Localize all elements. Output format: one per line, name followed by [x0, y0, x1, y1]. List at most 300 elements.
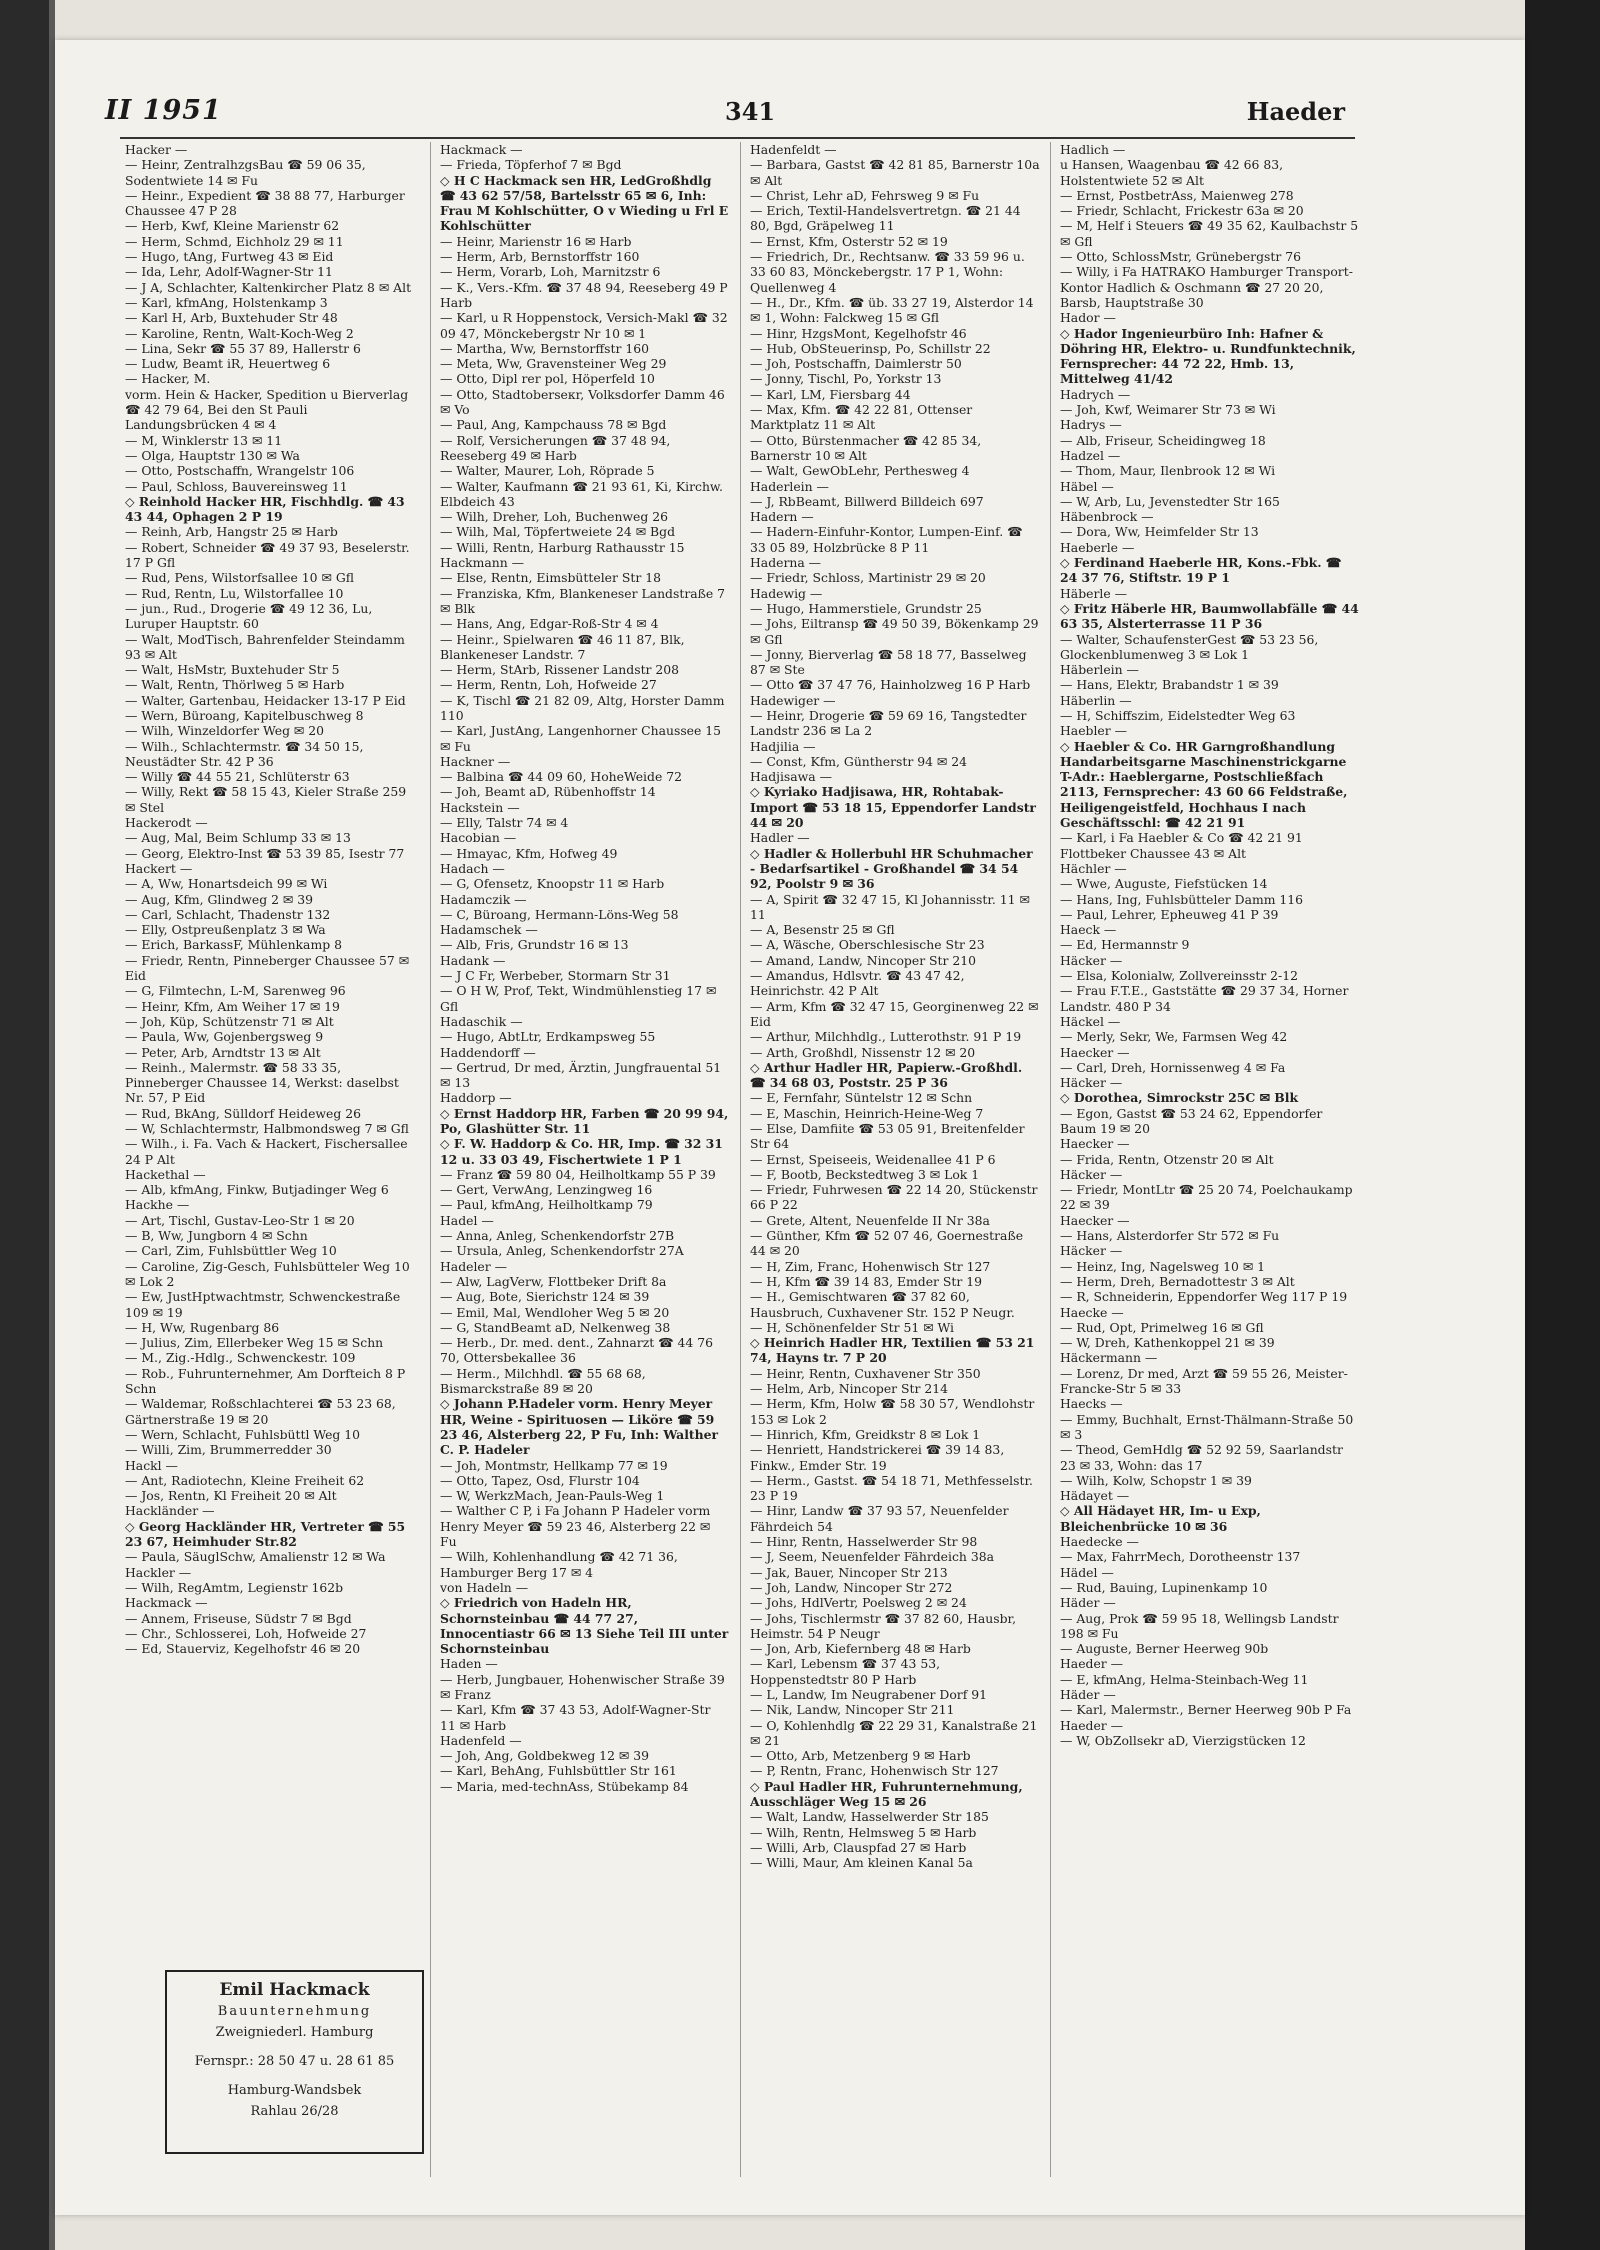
- directory-entry: ◇ Haebler & Co. HR Garngroßhandlung Handarbeitsgarne Maschinenstrickgarne T-Adr.: Haeblergarne, Postschließfach 2113, Fernsprecher: 43 60 66 Feldstraße, Heiligengeistfeld, Hochhaus I nach Geschäftsschl: ☎ 42 21 91: [1060, 738, 1348, 831]
- surname-heading: Hächler —: [1060, 860, 1127, 876]
- directory-entry: — Joh, Kwf, Weimarer Str 73 ✉ Wi: [1060, 402, 1276, 418]
- directory-entry: ◇ Hador Ingenieurbüro Inh: Hafner & Döhring HR, Elektro- u. Rundfunktechnik, Fernsprecher: 44 72 22, Hmb. 13, Mittelweg 41/42: [1060, 325, 1356, 387]
- directory-entry: — W, Dreh, Kathenkoppel 21 ✉ 39: [1060, 1335, 1275, 1351]
- directory-entry: — G, StandBeamt aD, Nelkenweg 38: [440, 1319, 671, 1335]
- directory-entry: — H., Dr., Kfm. ☎ üb. 33 27 19, Alsterdor 14 ✉ 1, Wohn: Falckweg 15 ✉ Gfl: [750, 294, 1034, 326]
- directory-entry: — G, Ofensetz, Knoopstr 11 ✉ Harb: [440, 876, 665, 892]
- surname-heading: Hackländer —: [125, 1503, 215, 1519]
- directory-entry: — Joh, Landw, Nincoper Str 272: [750, 1579, 953, 1595]
- directory-entry: ◇ Georg Hackländer HR, Vertreter ☎ 55 23 67, Heimhuder Str.82: [125, 1518, 406, 1550]
- directory-entry: — Alb, Fris, Grundstr 16 ✉ 13: [440, 937, 629, 953]
- scan-edge-right: [1525, 0, 1600, 2250]
- directory-entry: — Joh, Beamt aD, Rübenhoffstr 14: [440, 784, 656, 800]
- directory-entry: — Karl, u R Hoppenstock, Versich-Makl ☎ 32 09 47, Mönckebergstr Nr 10 ✉ 1: [440, 310, 728, 341]
- directory-entry: u Hansen, Waagenbau ☎ 42 66 83, Holstentwiete 52 ✉ Alt: [1060, 157, 1284, 188]
- directory-entry: — Emil, Mal, Wendloher Weg 5 ✉ 20: [440, 1304, 670, 1320]
- directory-entry: — Herm, Schmd, Eichholz 29 ✉ 11: [125, 233, 344, 249]
- surname-heading: Hädayet —: [1060, 1488, 1130, 1504]
- directory-entry: — Rud, BkAng, Sülldorf Heideweg 26: [125, 1105, 361, 1121]
- directory-entry: ◇ Kyriako Hadjisawa, HR, Rohtabak-Import ☎ 53 18 15, Eppendorfer Landstr 44 ✉ 20: [750, 784, 1036, 831]
- directory-entry: — Grete, Altent, Neuenfelde II Nr 38a: [750, 1212, 990, 1228]
- directory-entry: ◇ Reinhold Hacker HR, Fischhdlg. ☎ 43 43 44, Ophagen 2 P 19: [125, 493, 405, 525]
- directory-entry: ◇ Heinrich Hadler HR, Textilien ☎ 53 21 74, Hayns tr. 7 P 20: [750, 1335, 1035, 1366]
- directory-entry: — Heinr, Drogerie ☎ 59 69 16, Tangstedter Landstr 236 ✉ La 2: [750, 707, 1027, 739]
- directory-entry: — Gertrud, Dr med, Ärztin, Jungfrauental 51 ✉ 13: [440, 1059, 722, 1091]
- directory-entry: — Jonny, Bierverlag ☎ 58 18 77, Basselweg 87 ✉ Ste: [750, 646, 1027, 678]
- directory-entry: — Willy, i Fa HATRAKO Hamburger Transport-Kontor Hadlich & Oschmann ☎ 27 20 20, Barsb, Hauptstraße 30: [1060, 264, 1353, 310]
- directory-entry: — Heinr, Marienstr 16 ✉ Harb: [440, 233, 632, 249]
- directory-entry: — C, Büroang, Hermann-Löns-Weg 58: [440, 906, 679, 922]
- directory-entry: — Rud, Pens, Wilstorfsallee 10 ✉ Gfl: [125, 570, 354, 586]
- directory-entry: — Nik, Landw, Nincoper Str 211: [750, 1702, 955, 1718]
- directory-entry: ◇ Ernst Haddorp HR, Farben ☎ 20 99 94, Po, Glashütter Str. 11: [440, 1105, 729, 1136]
- directory-entry: — A, Besenstr 25 ✉ Gfl: [750, 922, 895, 938]
- directory-entry: — K, Tischl ☎ 21 82 09, Altg, Horster Damm 110: [440, 692, 725, 723]
- directory-entry: — G, Filmtechn, L-M, Sarenweg 96: [125, 983, 346, 999]
- surname-heading: Hackmack —: [440, 142, 523, 157]
- directory-entry: — Reinh, Arb, Hangstr 25 ✉ Harb: [125, 524, 338, 540]
- header-rule: [120, 137, 1355, 139]
- directory-entry: — Otto, Arb, Metzenberg 9 ✉ Harb: [750, 1748, 971, 1764]
- page-volume-year: II 1951: [105, 95, 222, 126]
- directory-entry: — Frau F.T.E., Gaststätte ☎ 29 37 34, Horner Landstr. 480 P 34: [1060, 983, 1349, 1014]
- directory-entry: — Max, FahrrMech, Dorotheenstr 137: [1060, 1549, 1301, 1565]
- directory-entry: — Jos, Rentn, Kl Freiheit 20 ✉ Alt: [125, 1488, 337, 1504]
- directory-entry: — Annem, Friseuse, Südstr 7 ✉ Bgd: [125, 1610, 352, 1626]
- directory-entry: — Herm, Arb, Bernstorffstr 160: [440, 249, 640, 265]
- surname-heading: Hadrych —: [1060, 386, 1131, 402]
- directory-entry: — Johs, Eiltransp ☎ 49 50 39, Bökenkamp 29 ✉ Gfl: [750, 616, 1039, 647]
- directory-entry: — Julius, Zim, Ellerbeker Weg 15 ✉ Schn: [125, 1335, 384, 1351]
- directory-entry: — Helm, Arb, Nincoper Str 214: [750, 1381, 949, 1397]
- directory-entry: — Walt, ModTisch, Bahrenfelder Steindamm 93 ✉ Alt: [125, 631, 405, 662]
- directory-entry: — Otto, SchlossMstr, Grünebergstr 76: [1060, 249, 1301, 265]
- surname-heading: Haecks —: [1060, 1396, 1123, 1412]
- directory-entry: — W, ObZollsekr aD, Vierzigstücken 12: [1060, 1732, 1306, 1748]
- directory-entry: — Maria, med-technAss, Stübekamp 84: [440, 1778, 689, 1794]
- directory-entry: — Reinh., Malermstr. ☎ 58 33 35, Pinneberger Chaussee 14, Werkst: daselbst Nr. 57, P Eid: [125, 1059, 399, 1106]
- directory-entry: — Ernst, PostbetrAss, Maienweg 278: [1060, 187, 1294, 203]
- directory-entry: — Karl, Kfm ☎ 37 43 53, Adolf-Wagner-Str 11 ✉ Harb: [440, 1702, 711, 1733]
- surname-heading: Hackmann —: [440, 555, 525, 571]
- directory-entry: — Elsa, Kolonialw, Zollvereinsstr 2-12: [1060, 968, 1298, 984]
- directory-entry: — Otto, Stadtoberseкr, Volksdorfer Damm 46 ✉ Vo: [440, 386, 725, 418]
- directory-entry: — Paul, Ang, Kampchauss 78 ✉ Bgd: [440, 417, 667, 433]
- directory-entry: — Wwe, Auguste, Fiefstücken 14: [1060, 876, 1268, 892]
- surname-heading: Hadank —: [440, 952, 506, 968]
- surname-heading: Häcker —: [1060, 1243, 1123, 1259]
- surname-heading: Hadel —: [440, 1212, 494, 1228]
- directory-entry: — Wern, Schlacht, Fuhlsbüttl Weg 10: [125, 1426, 361, 1442]
- page-number: 341: [725, 97, 776, 126]
- surname-heading: Hadaschik —: [440, 1013, 523, 1029]
- directory-entry: — Elly, Ostpreußenplatz 3 ✉ Wa: [125, 922, 326, 938]
- surname-heading: Haedecke —: [1060, 1534, 1139, 1550]
- directory-entry: — Hugo, tAng, Furtweg 43 ✉ Eid: [125, 249, 334, 265]
- directory-entry: — Karl, LM, Fiersbarg 44: [750, 386, 911, 402]
- directory-entry: — Johs, Tischlermstr ☎ 37 82 60, Hausbr, Heimstr. 54 P Neugr: [750, 1610, 1017, 1641]
- directory-entry: — Egon, Gastst ☎ 53 24 62, Eppendorfer Baum 19 ✉ 20: [1060, 1105, 1323, 1136]
- ad-line-2: Zweigniederl. Hamburg: [215, 2025, 374, 2040]
- directory-entry: ◇ Arthur Hadler HR, Papierw.-Großhdl. ☎ 34 68 03, Poststr. 25 P 36: [750, 1059, 1023, 1091]
- surname-heading: von Hadeln —: [440, 1579, 529, 1595]
- directory-entry: — Martha, Ww, Bernstorffstr 160: [440, 340, 650, 356]
- directory-entry: — Gert, VerwAng, Lenzingweg 16: [440, 1182, 653, 1198]
- directory-entry: — Ed, Stauerviz, Kegelhofstr 46 ✉ 20: [125, 1641, 361, 1657]
- surname-heading: Hadenfeld —: [440, 1732, 522, 1748]
- directory-entry: — Alb, Friseur, Scheidingweg 18: [1060, 432, 1266, 448]
- surname-heading: Haeder —: [1060, 1656, 1124, 1672]
- surname-heading: Haderlein —: [750, 478, 829, 494]
- directory-entry: — Henriett, Handstrickerei ☎ 39 14 83, Finkw., Emder Str. 19: [750, 1442, 1005, 1473]
- directory-entry: — Friedr, Fuhrwesen ☎ 22 14 20, Stückenstr 66 P 22: [750, 1182, 1038, 1213]
- surname-heading: Häbenbrock —: [1060, 509, 1154, 525]
- directory-entry: — Aug, Prok ☎ 59 95 18, Wellingsb Landstr 198 ✉ Fu: [1060, 1610, 1339, 1641]
- directory-entry: — Karl, Lebensm ☎ 37 43 53, Hoppenstedtstr 80 P Harb: [750, 1656, 941, 1687]
- surname-heading: Haecker —: [1060, 1044, 1130, 1060]
- directory-entry: — Heinr, ZentralhzgsBau ☎ 59 06 35, Sodentwiete 14 ✉ Fu: [125, 157, 366, 188]
- directory-entry: — Aug, Bote, Sierichstr 124 ✉ 39: [440, 1289, 650, 1305]
- directory-entry: — A, Spirit ☎ 32 47 15, Kl Johannisstr. 11 ✉ 11: [750, 891, 1030, 922]
- directory-entry: — Hans, Alsterdorfer Str 572 ✉ Fu: [1060, 1228, 1280, 1244]
- directory-entry: — Herm., Milchhdl. ☎ 55 68 68, Bismarckstraße 89 ✉ 20: [440, 1365, 646, 1397]
- surname-heading: Häberle —: [1060, 585, 1128, 601]
- column-4: [1060, 142, 1360, 2182]
- directory-entry: ◇ Johann P.Hadeler vorm. Henry Meyer HR, Weine - Spirituosen — Liköre ☎ 59 23 46, Alsterberg 22, P Fu, Inh: Walther C. P. Hadeler: [440, 1396, 719, 1458]
- directory-entry: — Anna, Anleg, Schenkendorfstr 27B: [440, 1228, 675, 1244]
- directory-entry: — Arm, Kfm ☎ 32 47 15, Georginenweg 22 ✉ Eid: [750, 998, 1039, 1029]
- directory-entry: — Amandus, Hdlsvtr. ☎ 43 47 42, Heinrichstr. 42 P Alt: [750, 968, 965, 999]
- directory-entry: — Hinrich, Kfm, Greidkstr 8 ✉ Lok 1: [750, 1426, 981, 1442]
- directory-entry: — Meta, Ww, Gravensteiner Weg 29: [440, 356, 667, 372]
- directory-entry: — H, Schönenfelder Str 51 ✉ Wi: [750, 1319, 955, 1335]
- directory-entry: — Hadern-Einfuhr-Kontor, Lumpen-Einf. ☎ 33 05 89, Holzbrücke 8 P 11: [750, 524, 1023, 555]
- surname-heading: Hadamczik —: [440, 891, 527, 907]
- directory-entry: — Hans, Ing, Fuhlsbütteler Damm 116: [1060, 891, 1304, 907]
- directory-entry: — Karl, Malermstr., Berner Heerweg 90b P Fa: [1060, 1702, 1352, 1718]
- directory-entry: — Ed, Hermannstr 9: [1060, 937, 1190, 953]
- directory-entry: — E, kfmAng, Helma-Steinbach-Weg 11: [1060, 1671, 1309, 1687]
- column-3: [750, 142, 1040, 2182]
- directory-entry: — Wilh, Kohlenhandlung ☎ 42 71 36, Hamburger Berg 17 ✉ 4: [440, 1549, 678, 1580]
- directory-entry: — O, Kohlenhdlg ☎ 22 29 31, Kanalstraße 21 ✉ 21: [750, 1717, 1038, 1748]
- surname-heading: Hadler —: [750, 830, 810, 846]
- surname-heading: Haecker —: [1060, 1212, 1130, 1228]
- column-1: [125, 142, 415, 2182]
- directory-entry: — Wern, Büroang, Kapitelbuschweg 8: [125, 707, 364, 723]
- directory-entry: — Walter, SchaufensterGest ☎ 53 23 56, Glockenblumenweg 3 ✉ Lok 1: [1060, 631, 1319, 662]
- directory-entry: — Balbina ☎ 44 09 60, HoheWeide 72: [440, 769, 682, 785]
- directory-entry: — Heinr, Rentn, Cuxhavener Str 350: [750, 1365, 981, 1381]
- ad-city: Hamburg-Wandsbek: [227, 2083, 362, 2098]
- directory-entry: — Peter, Arb, Arndtstr 13 ✉ Alt: [125, 1044, 321, 1060]
- directory-entry: — Joh, Ang, Goldbekweg 12 ✉ 39: [440, 1748, 649, 1764]
- directory-entry: — Hinr, Rentn, Hasselwerder Str 98: [750, 1534, 978, 1550]
- surname-heading: Hacker —: [125, 142, 188, 157]
- surname-heading: Haddendorff —: [440, 1044, 536, 1060]
- directory-entry: — Willi, Rentn, Harburg Rathausstr 15: [440, 539, 685, 555]
- directory-entry: — jun., Rud., Drogerie ☎ 49 12 36, Lu, Luruper Hauptstr. 60: [125, 600, 373, 632]
- directory-entry: — Georg, Elektro-Inst ☎ 53 39 85, Isestr 77: [125, 845, 405, 861]
- directory-entry: — Herm, Vorarb, Loh, Marnitzstr 6: [440, 264, 661, 280]
- surname-heading: Hackhe —: [125, 1197, 190, 1213]
- directory-entry: — Walt, HsMstr, Buxtehuder Str 5: [125, 662, 340, 678]
- directory-entry: — Jonny, Tischl, Po, Yorkstr 13: [750, 371, 942, 387]
- directory-entry: — Walter, Maurer, Loh, Röprade 5: [440, 463, 655, 479]
- directory-entry: — Heinz, Ing, Nagelsweg 10 ✉ 1: [1060, 1258, 1266, 1274]
- surname-heading: Hacobian —: [440, 830, 517, 846]
- surname-heading: Hadewiger —: [750, 692, 836, 708]
- surname-heading: Haderna —: [750, 555, 822, 571]
- directory-entry: — J, Seem, Neuenfelder Fährdeich 38a: [750, 1549, 994, 1565]
- directory-entry: — Aug, Kfm, Glindweg 2 ✉ 39: [125, 891, 313, 907]
- directory-entry: — Christ, Lehr aD, Fehrsweg 9 ✉ Fu: [750, 187, 980, 203]
- directory-entry: — Karoline, Rentn, Walt-Koch-Weg 2: [125, 325, 354, 341]
- directory-entry: — Johs, HdlVertr, Poelsweg 2 ✉ 24: [750, 1595, 967, 1611]
- directory-entry: ◇ Paul Hadler HR, Fuhrunternehmung, Ausschläger Weg 15 ✉ 26: [750, 1778, 1023, 1810]
- directory-entry: — Friedr, MontLtr ☎ 25 20 74, Poelchaukamp 22 ✉ 39: [1060, 1182, 1353, 1213]
- directory-entry: — Franziska, Kfm, Blankeneser Landstraße 7 ✉ Blk: [440, 585, 726, 616]
- surname-heading: Hackler —: [125, 1564, 192, 1580]
- surname-heading: Häder —: [1060, 1686, 1116, 1702]
- directory-entry: — O H W, Prof, Tekt, Windmühlenstieg 17 ✉ Gfl: [440, 983, 717, 1014]
- directory-entry: ◇ H C Hackmack sen HR, LedGroßhdlg ☎ 43 62 57/58, Bartelsstr 65 ✉ 6, Inh: Frau M Kohlschütter, O v Wieding u Frl E Kohlschütter: [440, 172, 729, 234]
- directory-entry: ◇ Dorothea, Simrockstr 25C ✉ Blk: [1060, 1090, 1299, 1106]
- directory-entry: — Hmayac, Kfm, Hofweg 49: [440, 845, 618, 861]
- ad-company-name: Emil Hackmack: [219, 1980, 370, 2000]
- directory-entry: — F, Bootb, Beckstedtweg 3 ✉ Lok 1: [750, 1166, 980, 1182]
- directory-entry: — J A, Schlachter, Kaltenkircher Platz 8 ✉ Alt: [125, 279, 412, 295]
- directory-entry: — Wilh., i. Fa. Vach & Hackert, Fischersallee 24 P Alt: [125, 1136, 408, 1167]
- directory-entry: — Karl, i Fa Haebler & Co ☎ 42 21 91 Flottbeker Chaussee 43 ✉ Alt: [1060, 830, 1303, 861]
- ad-line-1: Bauunternehmung: [217, 2004, 372, 2019]
- directory-entry: — Const, Kfm, Güntherstr 94 ✉ 24: [750, 753, 967, 769]
- directory-entry: — W, Arb, Lu, Jevenstedter Str 165: [1060, 493, 1280, 509]
- directory-entry: — Hugo, Hammerstiele, Grundstr 25: [750, 600, 982, 616]
- directory-entry: — Otto ☎ 37 47 76, Hainholzweg 16 P Harb: [750, 677, 1031, 693]
- directory-entry: — Else, Rentn, Eimsbütteler Str 18: [440, 570, 661, 586]
- surname-heading: Haecker —: [1060, 1136, 1130, 1152]
- surname-heading: Hackethal —: [125, 1166, 206, 1182]
- directory-entry: — H, Ww, Rugenbarg 86: [125, 1319, 280, 1335]
- surname-heading: Haeberle —: [1060, 539, 1135, 555]
- surname-heading: Häcker —: [1060, 1075, 1123, 1091]
- surname-heading: Hadlich —: [1060, 142, 1126, 157]
- surname-heading: Hackstein —: [440, 799, 520, 815]
- directory-entry: — Willi, Maur, Am kleinen Kanal 5a: [750, 1855, 973, 1871]
- directory-entry: — Hinr, HzgsMont, Kegelhofstr 46: [750, 325, 967, 341]
- directory-entry: — P, Rentn, Franc, Hohenwisch Str 127: [750, 1763, 999, 1779]
- directory-entry: — H., Gemischtwaren ☎ 37 82 60, Hausbruch, Cuxhavener Str. 152 P Neugr.: [750, 1289, 1015, 1320]
- directory-entry: — Willi, Arb, Clauspfad 27 ✉ Harb: [750, 1839, 967, 1855]
- scan-edge-left: [0, 0, 55, 2250]
- directory-entry: — Ida, Lehr, Adolf-Wagner-Str 11: [125, 264, 333, 280]
- directory-entry: — Frida, Rentn, Otzenstr 20 ✉ Alt: [1060, 1151, 1274, 1167]
- surname-heading: Hadach —: [440, 860, 505, 876]
- directory-entry: — Herb, Kwf, Kleine Marienstr 62: [125, 218, 340, 234]
- directory-entry: — Hacker, M.: [125, 371, 211, 387]
- directory-entry: — Hub, ObSteuerinsp, Po, Schillstr 22: [750, 340, 991, 356]
- directory-entry: — Olga, Hauptstr 130 ✉ Wa: [125, 447, 300, 463]
- directory-entry: — Ernst, Kfm, Osterstr 52 ✉ 19: [750, 233, 948, 249]
- advertisement-box: [165, 1970, 424, 2154]
- directory-entry: — Walther C P, i Fa Johann P Hadeler vorm Henry Meyer ☎ 59 23 46, Alsterberg 22 ✉ Fu: [440, 1503, 711, 1550]
- directory-entry: — Hugo, AbtLtr, Erdkampsweg 55: [440, 1029, 656, 1045]
- directory-entry: ◇ Friedrich von Hadeln HR, Schornsteinbau ☎ 44 77 27, Innocentiastr 66 ✉ 13 Siehe Teil III unter Schornsteinbau: [440, 1595, 729, 1657]
- directory-entry: — Walter, Kaufmann ☎ 21 93 61, Ki, Kirchw. Elbdeich 43: [440, 478, 723, 509]
- directory-entry: — A, Ww, Honartsdeich 99 ✉ Wi: [125, 876, 328, 892]
- directory-entry: — Rud, Opt, Primelweg 16 ✉ Gfl: [1060, 1319, 1264, 1335]
- directory-entry: — Karl, JustAng, Langenhorner Chaussee 15 ✉ Fu: [440, 723, 722, 754]
- directory-entry: — Arth, Großhdl, Nissenstr 12 ✉ 20: [750, 1044, 976, 1060]
- directory-entry: — Caroline, Zig-Gesch, Fuhlsbütteler Weg 10 ✉ Lok 2: [125, 1258, 410, 1289]
- directory-entry: — Friedr, Schlacht, Frickestr 63a ✉ 20: [1060, 203, 1304, 219]
- directory-entry: — K., Vers.-Kfm. ☎ 37 48 94, Reeseberg 49 P Harb: [440, 279, 728, 310]
- directory-entry: ◇ Hadler & Hollerbuhl HR Schuhmacher - Bedarfsartikel - Großhandel ☎ 34 54 92, Poolstr 9 ✉ 36: [750, 845, 1033, 892]
- directory-entry: — Herm, StArb, Rissener Landstr 208: [440, 662, 680, 678]
- surname-heading: Hackmack —: [125, 1595, 208, 1611]
- directory-entry: — Friedr, Schloss, Martinistr 29 ✉ 20: [750, 570, 986, 586]
- surname-heading: Hadeler —: [440, 1258, 508, 1274]
- surname-heading: Hadewig —: [750, 585, 823, 601]
- directory-entry: — Joh, Postschaffn, Daimlerstr 50: [750, 356, 962, 372]
- ad-address: Rahlau 26/28: [250, 2104, 339, 2119]
- directory-entry: — Herm., Gastst. ☎ 54 18 71, Methfesselstr. 23 P 19: [750, 1472, 1033, 1504]
- directory-entry: — Franz ☎ 59 80 04, Heilholtkamp 55 P 39: [440, 1166, 716, 1182]
- surname-heading: Hadamschek —: [440, 922, 538, 938]
- directory-entry: — Lina, Sekr ☎ 55 37 89, Hallerstr 6: [125, 340, 361, 356]
- directory-entry: — Paula, SäuglSchw, Amalienstr 12 ✉ Wa: [125, 1549, 386, 1565]
- directory-entry: — H, Zim, Franc, Hohenwisch Str 127: [750, 1258, 991, 1274]
- directory-entry: — Arthur, Milchhdlg., Lutterothstr. 91 P 19: [750, 1029, 1022, 1045]
- directory-entry: — Max, Kfm. ☎ 42 22 81, Ottenser Marktplatz 11 ✉ Alt: [750, 402, 973, 433]
- surname-heading: Häbel —: [1060, 478, 1114, 494]
- directory-entry: — Hans, Ang, Edgar-Roß-Str 4 ✉ 4: [440, 616, 659, 632]
- surname-heading: Hadzel —: [1060, 447, 1121, 463]
- surname-heading: Häcker —: [1060, 1166, 1123, 1182]
- directory-entry: — Lorenz, Dr med, Arzt ☎ 59 55 26, Meister-Francke-Str 5 ✉ 33: [1060, 1365, 1348, 1397]
- directory-entry: — Otto, Bürstenmacher ☎ 42 85 34, Barnerstr 10 ✉ Alt: [750, 432, 982, 463]
- directory-entry: — W, Schlachtermstr, Halbmondsweg 7 ✉ Gfl: [125, 1121, 409, 1136]
- directory-entry: — Alb, kfmAng, Finkw, Butjadinger Weg 6: [125, 1182, 389, 1198]
- directory-entry: — Robert, Schneider ☎ 49 37 93, Beselerstr. 17 P Gfl: [125, 539, 410, 571]
- directory-entry: vorm. Hein & Hacker, Spedition u Bierverlag ☎ 42 79 64, Bei den St Pauli Landungsbrücken 4 ✉ 4: [125, 386, 409, 433]
- directory-entry: — E, Fernfahr, Süntelstr 12 ✉ Schn: [750, 1090, 973, 1106]
- directory-entry: — Rud, Rentn, Lu, Wilstorfallee 10: [125, 585, 344, 601]
- directory-entry: — Art, Tischl, Gustav-Leo-Str 1 ✉ 20: [125, 1212, 355, 1228]
- directory-entry: — R, Schneiderin, Eppendorfer Weg 117 P 19: [1060, 1289, 1348, 1305]
- directory-entry: — Aug, Mal, Beim Schlump 33 ✉ 13: [125, 830, 351, 846]
- directory-entry: — Frieda, Töpferhof 7 ✉ Bgd: [440, 157, 622, 173]
- directory-entry: — Else, Damfiite ☎ 53 05 91, Breitenfelder Str 64: [750, 1121, 1025, 1152]
- directory-entry: — M., Zig.-Hdlg., Schwenckestr. 109: [125, 1350, 356, 1366]
- directory-entry: — Wilh, Mal, Töpfertweiete 24 ✉ Bgd: [440, 524, 676, 540]
- directory-entry: — Erich, BarkassF, Mühlenkamp 8: [125, 937, 342, 953]
- surname-heading: Hackner —: [440, 753, 511, 769]
- directory-entry: — Karl, BehAng, Fuhlsbüttler Str 161: [440, 1763, 677, 1779]
- directory-entry: — Herb, Jungbauer, Hohenwischer Straße 39 ✉ Franz: [440, 1671, 725, 1702]
- directory-entry: — Paul, Schloss, Bauvereinsweg 11: [125, 478, 348, 494]
- surname-heading: Hackert —: [125, 860, 193, 876]
- surname-heading: Hackerodt —: [125, 815, 208, 831]
- directory-entry: — Carl, Dreh, Hornissenweg 4 ✉ Fa: [1060, 1059, 1286, 1075]
- directory-entry: — Hinr, Landw ☎ 37 93 57, Neuenfelder Fährdeich 54: [750, 1503, 1009, 1534]
- directory-entry: ◇ F. W. Haddorp & Co. HR, Imp. ☎ 32 31 12 u. 33 03 49, Fischertwiete 1 P 1: [440, 1136, 723, 1167]
- directory-entry: — Rolf, Versicherungen ☎ 37 48 94, Reeseberg 49 ✉ Harb: [440, 432, 671, 463]
- directory-entry: — Otto, Postschaffn, Wrangelstr 106: [125, 463, 355, 479]
- directory-entry: — Wilh, Rentn, Helmsweg 5 ✉ Harb: [750, 1824, 977, 1840]
- directory-entry: — A, Wäsche, Oberschlesische Str 23: [750, 937, 985, 953]
- directory-entry: — Alw, LagVerw, Flottbeker Drift 8a: [440, 1273, 667, 1289]
- directory-entry: — M, Helf i Steuers ☎ 49 35 62, Kaulbachstr 5 ✉ Gfl: [1060, 218, 1359, 249]
- directory-entry: — Ant, Radiotechn, Kleine Freiheit 62: [125, 1472, 365, 1488]
- surname-heading: Hadjisawa —: [750, 769, 832, 785]
- directory-entry: — Joh, Montmstr, Hellkamp 77 ✉ 19: [440, 1457, 668, 1473]
- directory-entry: ◇ Ferdinand Haeberle HR, Kons.-Fbk. ☎ 24 37 76, Stiftstr. 19 P 1: [1060, 555, 1342, 586]
- directory-entry: — Paul, Lehrer, Epheuweg 41 P 39: [1060, 906, 1279, 922]
- column-divider: [740, 142, 741, 2177]
- page-header: [105, 95, 1345, 140]
- directory-entry: — Theod, GemHdlg ☎ 52 92 59, Saarlandstr 23 ✉ 33, Wohn: das 17: [1060, 1442, 1343, 1473]
- directory-entry: ◇ All Hädayet HR, Im- u Exp, Bleichenbrücke 10 ✉ 36: [1060, 1503, 1261, 1534]
- directory-entry: — Dora, Ww, Heimfelder Str 13: [1060, 524, 1259, 540]
- directory-entry: — Herm, Kfm, Holw ☎ 58 30 57, Wendlohstr 153 ✉ Lok 2: [750, 1396, 1035, 1427]
- surname-heading: Häberlein —: [1060, 662, 1139, 678]
- surname-heading: Hadern —: [750, 509, 814, 525]
- directory-entry: — Barbara, Gastst ☎ 42 81 85, Barnerstr 10a ✉ Alt: [750, 157, 1040, 188]
- directory-entry: — Willy ☎ 44 55 21, Schlüterstr 63: [125, 769, 350, 785]
- surname-heading: Haden —: [440, 1656, 498, 1672]
- directory-entry: — Carl, Schlacht, Thadenstr 132: [125, 906, 331, 922]
- directory-entry: ◇ Fritz Häberle HR, Baumwollabfälle ☎ 44 63 35, Alsterterrasse 11 P 36: [1060, 600, 1359, 632]
- directory-entry: — Merly, Sekr, We, Farmsen Weg 42: [1060, 1029, 1288, 1045]
- directory-entry: — Friedrich, Dr., Rechtsanw. ☎ 33 59 96 u. 33 60 83, Mönckebergstr. 17 P 1, Wohn: Quellenweg 4: [750, 249, 1025, 295]
- directory-entry: — Auguste, Berner Heerweg 90b: [1060, 1641, 1269, 1657]
- directory-entry: — Ew, JustHptwachtmstr, Schwenckestraße 109 ✉ 19: [125, 1289, 401, 1320]
- surname-heading: Häder —: [1060, 1595, 1116, 1611]
- directory-entry: — Walter, Gartenbau, Heidacker 13-17 P Eid: [125, 692, 406, 708]
- column-divider: [1050, 142, 1051, 2177]
- directory-entry: — Heinr., Expedient ☎ 38 88 77, Harburger Chaussee 47 P 28: [125, 187, 405, 219]
- directory-entry: — H, Kfm ☎ 39 14 83, Emder Str 19: [750, 1273, 982, 1289]
- directory-entry: — Paula, Ww, Gojenbergsweg 9: [125, 1029, 324, 1045]
- directory-entry: — Wilh., Schlachtermstr. ☎ 34 50 15, Neustädter Str. 42 P 36: [125, 738, 364, 769]
- directory-entry: — Walt, GewObLehr, Perthesweg 4: [750, 463, 970, 479]
- surname-heading: Häcker —: [1060, 952, 1123, 968]
- directory-entry: — Herm, Dreh, Bernadottestr 3 ✉ Alt: [1060, 1273, 1295, 1289]
- directory-entry: — Hans, Elektr, Brabandstr 1 ✉ 39: [1060, 677, 1279, 693]
- directory-entry: — Günther, Kfm ☎ 52 07 46, Goernestraße 44 ✉ 20: [750, 1228, 1024, 1259]
- directory-entry: — Ludw, Beamt iR, Heuertweg 6: [125, 356, 331, 372]
- directory-entry: — Erich, Textil-Handelsvertretgn. ☎ 21 44 80, Bgd, Gräpelweg 11: [750, 203, 1021, 234]
- directory-entry: — Joh, Küp, Schützenstr 71 ✉ Alt: [125, 1013, 334, 1029]
- directory-entry: — Otto, Dipl rer pol, Höperfeld 10: [440, 371, 655, 387]
- directory-entry: — H, Schiffszim, Eidelstedter Weg 63: [1060, 707, 1296, 723]
- directory-entry: — Willy, Rekt ☎ 58 15 43, Kieler Straße 259 ✉ Stel: [125, 784, 407, 815]
- surname-heading: Haecke —: [1060, 1304, 1124, 1320]
- directory-entry: — Wilh, Winzeldorfer Weg ✉ 20: [125, 723, 325, 739]
- directory-entry: — Walt, Rentn, Thörlweg 5 ✉ Harb: [125, 677, 345, 693]
- ad-phone: Fernspr.: 28 50 47 u. 28 61 85: [194, 2054, 395, 2069]
- surname-heading: Häberlin —: [1060, 692, 1132, 708]
- surname-heading: Haeder —: [1060, 1717, 1124, 1733]
- surname-heading: Häckel —: [1060, 1013, 1121, 1029]
- surname-heading: Hadjilia —: [750, 738, 816, 754]
- column-divider: [430, 142, 431, 2177]
- directory-entry: — Friedr, Rentn, Pinneberger Chaussee 57 ✉ Eid: [125, 952, 410, 984]
- page-running-head: Haeder: [1246, 97, 1345, 126]
- directory-entry: — Ernst, Speiseeis, Weidenallee 41 P 6: [750, 1151, 996, 1167]
